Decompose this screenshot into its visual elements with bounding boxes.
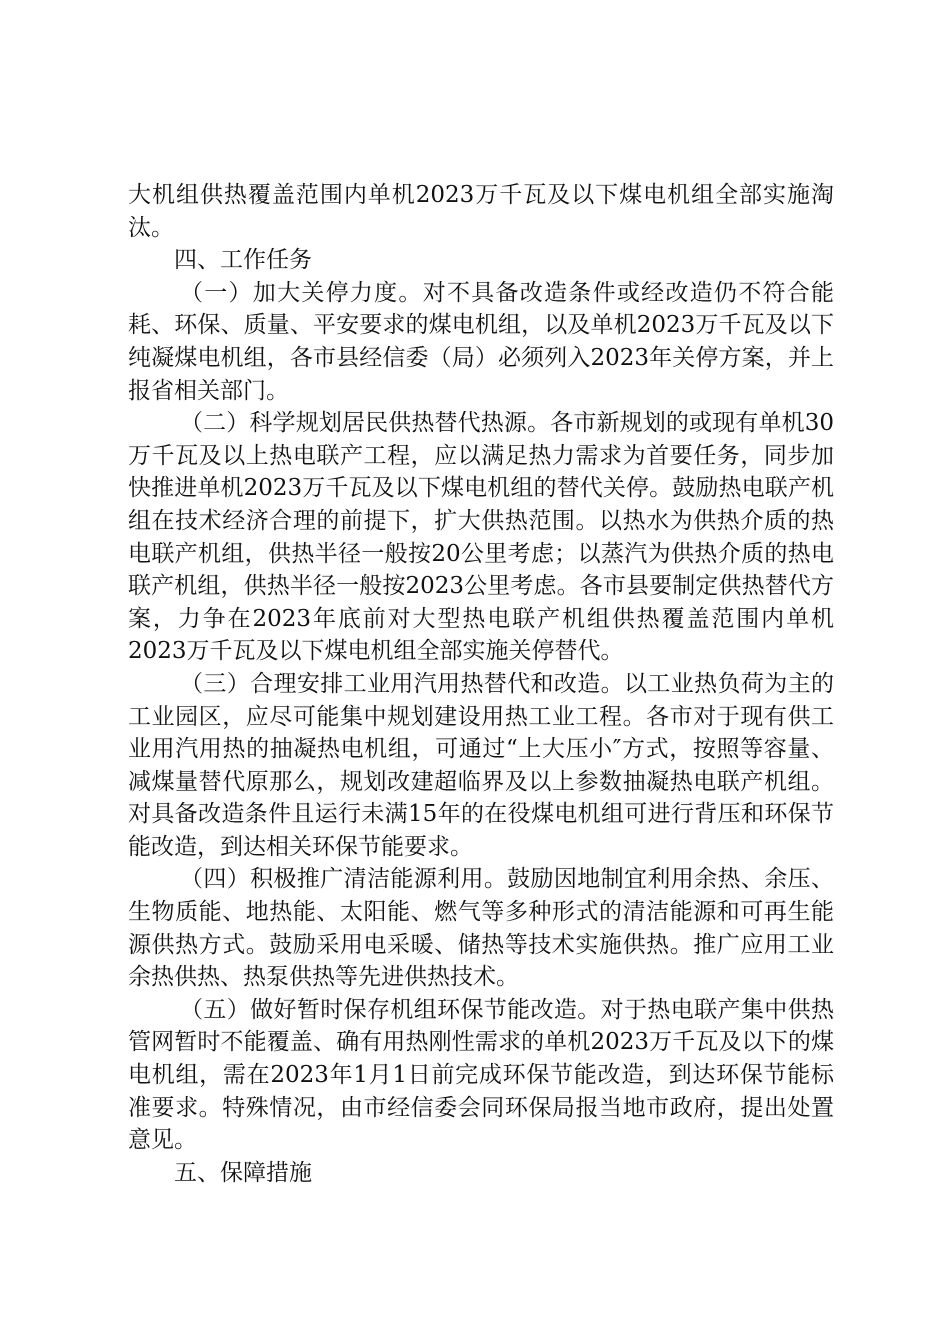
paragraph-task-3: （三）合理安排工业用汽用热替代和改造。以工业热负荷为主的工业园区，应尽可能集中规划建设用热工业工程。各市对于现有供工业用汽用热的抽凝热电机组，可通过“上大压小″方式，按照等容量、减煤量替代原那么，规划改建超临界及以上参数抽凝热电联产机组。对具备改造条件且运行未满15年的在役煤电机组可进行背压和环保节能改造，到达相关环保节能要求。 [128, 670, 834, 860]
paragraph-task-5: （五）做好暂时保存机组环保节能改造。对于热电联产集中供热管网暂时不能覆盖、确有用热刚性需求的单机2023万千瓦及以下的煤电机组，需在2023年1月1日前完成环保节能改造，到达环保节能标准要求。特殊情况，由市经信委会同环保局报当地市政府，提出处置意见。 [128, 996, 834, 1154]
paragraph-task-2: （二）科学规划居民供热替代热源。各市新规划的或现有单机30万千瓦及以上热电联产工程，应以满足热力需求为首要任务，同步加快推进单机2023万千瓦及以下煤电机组的替代关停。鼓励热电联产机组在技术经济合理的前提下，扩大供热范围。以热水为供热介质的热电联产机组，供热半径一般按20公里考虑；以蒸汽为供热介质的热电联产机组，供热半径一般按2023公里考虑。各市县要制定供热替代方案，力争在2023年底前对大型热电联产机组供热覆盖范围内单机2023万千瓦及以下煤电机组全部实施关停替代。 [128, 410, 834, 665]
paragraph-task-1: （一）加大关停力度。对不具备改造条件或经改造仍不符合能耗、环保、质量、平安要求的煤电机组，以及单机2023万千瓦及以下纯凝煤电机组，各市县经信委（局）必须列入2023年关停方案，并上报省相关部门。 [128, 279, 834, 404]
section-heading-work-tasks: 四、工作任务 [174, 247, 312, 274]
paragraph-task-4: （四）积极推广清洁能源利用。鼓励因地制宜利用余热、余压、生物质能、地热能、太阳能、燃气等多种形式的清洁能源和可再生能源供热方式。鼓励采用电采暖、储热等技术实施供热。推广应用工业余热供热、热泵供热等先进供热技术。 [128, 866, 834, 991]
section-heading-safeguards: 五、保障措施 [174, 1159, 312, 1186]
document-body [128, 179, 834, 1189]
paragraph-continuation: 大机组供热覆盖范围内单机2023万千瓦及以下煤电机组全部实施淘汰。 [128, 182, 834, 241]
